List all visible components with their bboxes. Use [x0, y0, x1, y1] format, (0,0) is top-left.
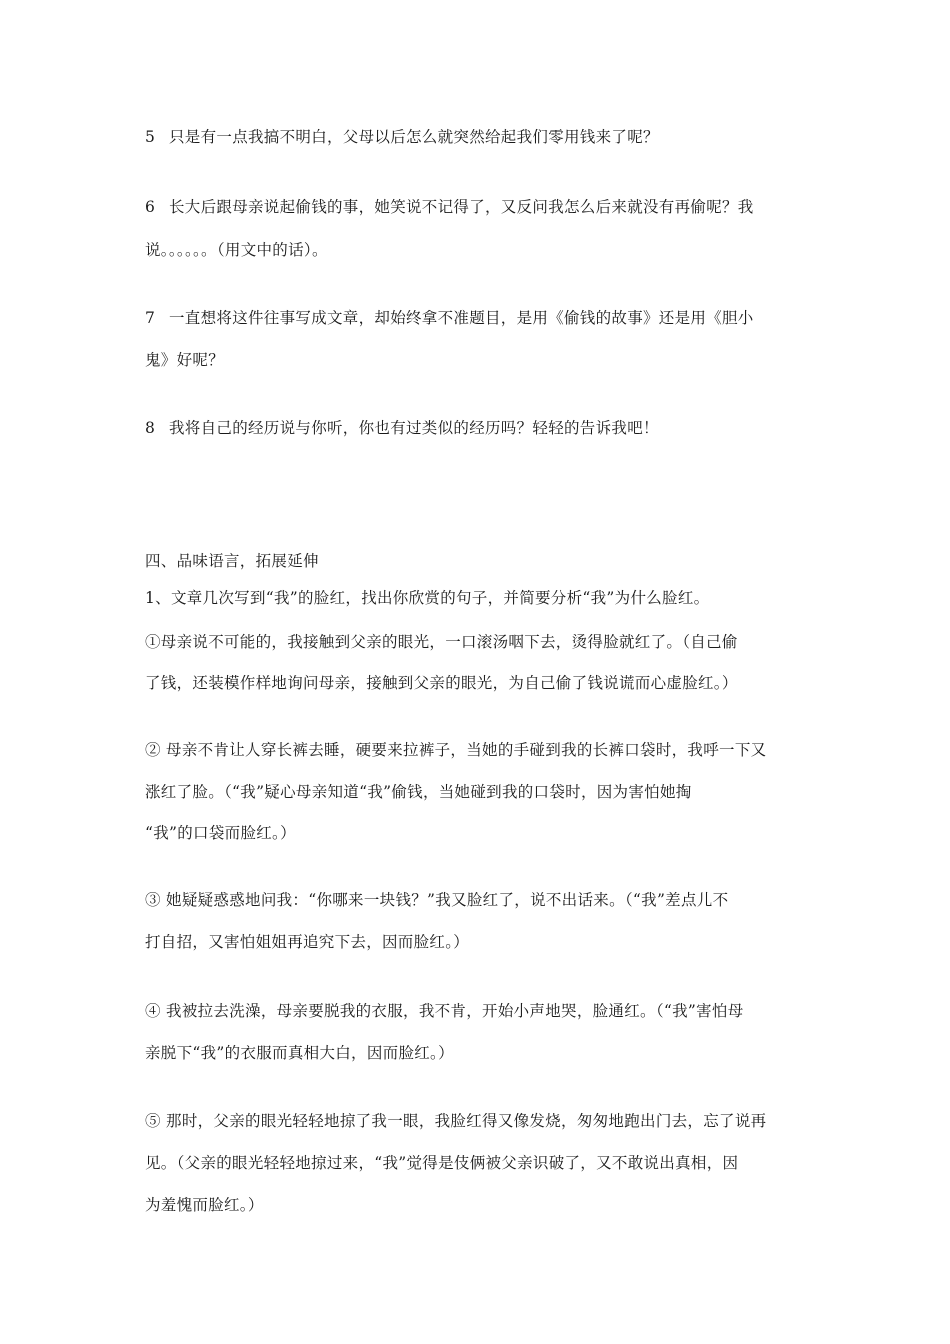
- answer-3-line-1: ③ 她疑疑惑惑地问我：“你哪来一块钱？”我又脸红了，说不出话来。（“我”差点儿不: [145, 891, 729, 909]
- question-6-line-2: 说。。。。。。（用文中的话）。: [145, 241, 328, 259]
- answer-4-line-2: 亲脱下“我”的衣服而真相大白，因而脸红。）: [145, 1044, 454, 1062]
- answer-5-line-3: 为羞愧而脸红。）: [145, 1196, 264, 1214]
- answer-5-line-2: 见。（父亲的眼光轻轻地掠过来，“我”觉得是伎俩被父亲识破了，又不敢说出真相，因: [145, 1154, 739, 1172]
- answer-2-line-3: “我”的口袋而脸红。）: [145, 824, 296, 842]
- question-number: 8: [145, 419, 156, 437]
- answer-1-line-2: 了钱，还装模作样地询问母亲，接触到父亲的眼光，为自己偷了钱说谎而心虚脸红。）: [145, 674, 738, 692]
- question-5-line-1: 5 只是有一点我搞不明白，父母以后怎么就突然给起我们零用钱来了呢？: [145, 128, 659, 146]
- answer-1-line-1: ①母亲说不可能的，我接触到父亲的眼光，一口滚汤咽下去，烫得脸就红了。（自己偷: [145, 633, 738, 651]
- question-number: 7: [145, 309, 156, 327]
- answer-5-line-1: ⑤ 那时，父亲的眼光轻轻地掠了我一眼，我脸红得又像发烧，匆匆地跑出门去，忘了说再: [145, 1112, 767, 1130]
- question-7-line-1: 7 一直想将这件往事写成文章，却始终拿不准题目，是用《偷钱的故事》还是用《胆小: [145, 309, 754, 327]
- answer-2-line-2: 涨红了脸。（“我”疑心母亲知道“我”偷钱，当她碰到我的口袋时，因为害怕她掏: [145, 783, 692, 801]
- question-number: 6: [145, 198, 156, 216]
- answer-2-line-1: ② 母亲不肯让人穿长裤去睡，硬要来拉裤子，当她的手碰到我的长裤口袋时，我呼一下又: [145, 741, 767, 759]
- question-7-line-2: 鬼》好呢？: [145, 351, 225, 369]
- section-title: 四、品味语言，拓展延伸: [145, 552, 319, 570]
- question-6-line-1: 6 长大后跟母亲说起偷钱的事，她笑说不记得了，又反问我怎么后来就没有再偷呢？我: [145, 198, 754, 216]
- question-number: 5: [145, 128, 156, 146]
- section-question-1: 1、文章几次写到“我”的脸红，找出你欣赏的句子，并简要分析“我”为什么脸红。: [145, 589, 710, 607]
- answer-3-line-2: 打自招，又害怕姐姐再追究下去，因而脸红。）: [145, 933, 470, 951]
- answer-4-line-1: ④ 我被拉去洗澡，母亲要脱我的衣服，我不肯，开始小声地哭，脸通红。（“我”害怕母: [145, 1002, 744, 1020]
- question-8-line-1: 8 我将自己的经历说与你听，你也有过类似的经历吗？轻轻的告诉我吧！: [145, 419, 659, 437]
